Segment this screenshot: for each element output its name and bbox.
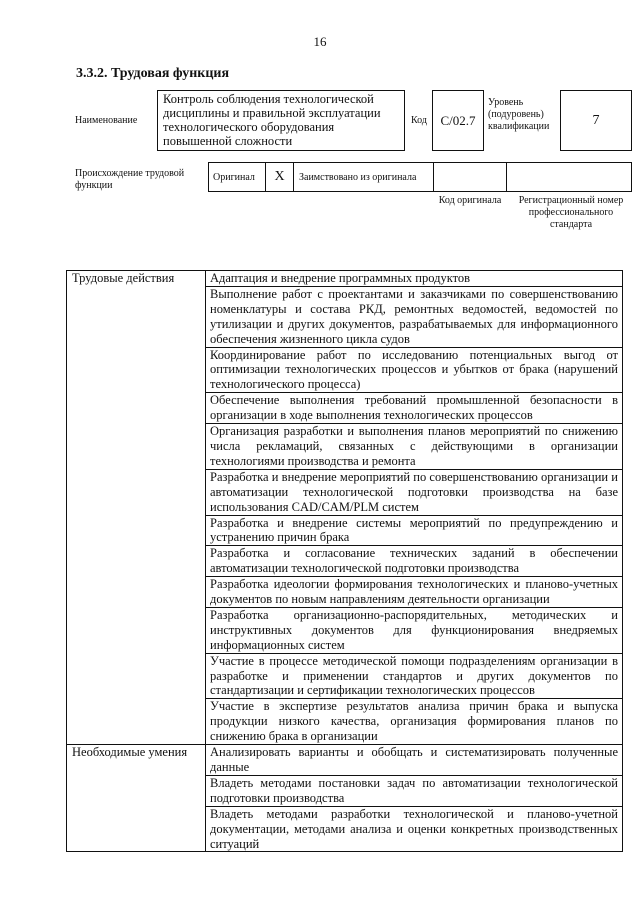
table-item: Координирование работ по исследованию потенциальных выгод от оптимизации технологических процессов и убытков от брака (нарушений технологического процесса) <box>206 347 623 393</box>
function-name-box: Контроль соблюдения технологической дисциплины и правильной эксплуатации технологического оборудования повышенной сложности <box>157 90 405 151</box>
labor-function-table <box>66 270 623 852</box>
qualification-level-box: 7 <box>560 90 632 151</box>
reg-number-label: Регистрационный номер профессионального стандарта <box>518 195 624 230</box>
table-item: Разработка организационно-распорядительных, методических и инструктивных документов для функционирования внедряемых информационных систем <box>206 607 623 653</box>
reg-number-cell <box>507 163 631 191</box>
table-item: Анализировать варианты и обобщать и систематизировать полученные данные <box>206 745 623 776</box>
table-body <box>67 271 623 852</box>
table-item: Адаптация и внедрение программных продуктов <box>206 271 623 287</box>
table-item: Владеть методами разработки технологической и планово-учетной документации, методами анализа и оценки конкретных производственных ситуаций <box>206 806 623 852</box>
code-label: Код <box>411 115 427 126</box>
code-original-cell <box>434 163 507 191</box>
origin-label: Происхождение трудовой функции <box>75 168 185 191</box>
table-item: Разработка и внедрение мероприятий по совершенствованию организации и автоматизации технологической подготовки производства на базе использования CAD/CAM/PLM систем <box>206 469 623 515</box>
borrowed-label: Заимствовано из оригинала <box>294 163 434 191</box>
qualification-level-label: Уровень (подуровень) квалификации <box>488 97 550 132</box>
table-row <box>67 745 623 776</box>
origin-table <box>208 162 632 192</box>
table-item: Участие в процессе методической помощи подразделениям организации в разработке и применении стандартов и других документов по стандартизации и сертификации технологических процессов <box>206 653 623 699</box>
code-value-box: С/02.7 <box>432 90 484 151</box>
table-item: Участие в экспертизе результатов анализа причин брака и выпуска продукции низкого качества, организация формирования планов по снижению брака в организации <box>206 699 623 745</box>
table-item: Разработка и согласование технических заданий в обеспечении автоматизации технологической подготовки производства <box>206 546 623 577</box>
category-label: Трудовые действия <box>67 271 206 745</box>
table-item: Выполнение работ с проектантами и заказчиками по совершенствованию номенклатуры и состава РКД, ремонтных ведомостей, ведомостей по утилизации и других документов, разрабатываемых для информационного обеспечения жизненного цикла судов <box>206 286 623 347</box>
name-label: Наименование <box>75 115 138 126</box>
category-label: Необходимые умения <box>67 745 206 852</box>
table-item: Разработка и внедрение системы мероприятий по предупреждению и устранению причин брака <box>206 515 623 546</box>
table-item: Организация разработки и выполнения планов мероприятий по снижению числа рекламаций, связанных с действующими в организации технологиями производства и ремонта <box>206 424 623 470</box>
page-number: 16 <box>313 34 327 49</box>
original-label: Оригинал <box>209 163 266 191</box>
table-item: Разработка идеологии формирования технологических и планово-учетных документов по новым направлениям деятельности организации <box>206 577 623 608</box>
original-mark: X <box>266 163 294 191</box>
table-item: Владеть методами постановки задач по автоматизации технологической подготовки производства <box>206 775 623 806</box>
table-item: Обеспечение выполнения требований промышленной безопасности в организации в ходе выполнения технологических процессов <box>206 393 623 424</box>
section-title: 3.3.2. Трудовая функция <box>76 66 230 81</box>
table-row <box>67 271 623 287</box>
code-original-label: Код оригинала <box>438 195 502 206</box>
